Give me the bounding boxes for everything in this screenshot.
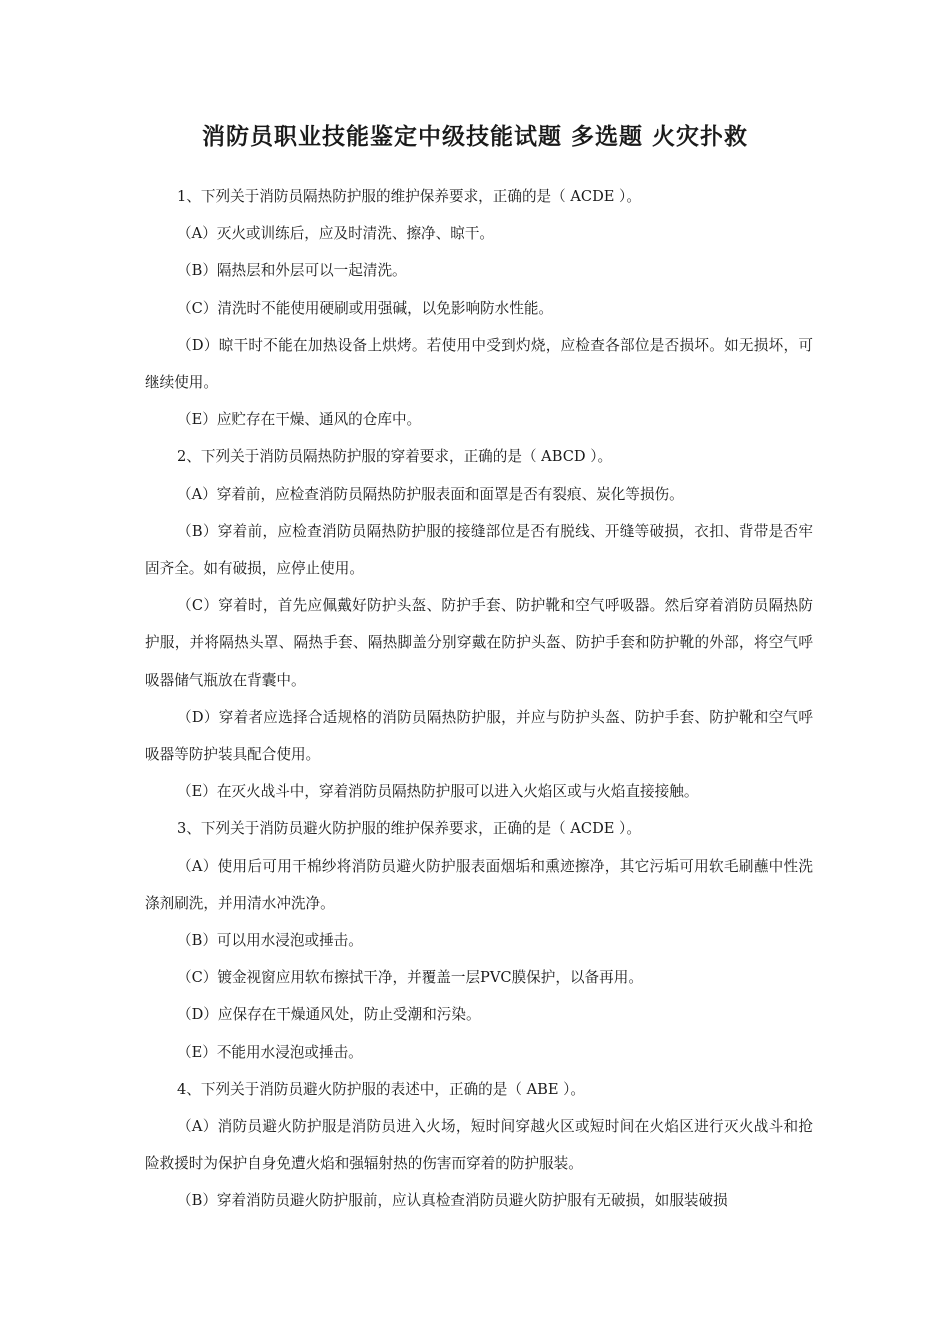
question-2-option-d: （D）穿着者应选择合适规格的消防员隔热防护服，并应与防护头盔、防护手套、防护靴和空气呼吸器等防护装具配合使用。 [145,708,813,764]
question-1-option-d: （D）晾干时不能在加热设备上烘烤。若使用中受到灼烧，应检查各部位是否损坏。如无损坏，可继续使用。 [145,336,813,392]
document-body [145,178,813,1220]
question-1-stem: 1、下列关于消防员隔热防护服的维护保养要求，正确的是（ ACDE ）。 [177,188,641,205]
question-2-option-c: （C）穿着时，首先应佩戴好防护头盔、防护手套、防护靴和空气呼吸器。然后穿着消防员隔热防护服，并将隔热头罩、隔热手套、隔热脚盖分别穿戴在防护头盔、防护手套和防护靴的外部，将空气呼吸器储气瓶放在背囊中。 [145,597,813,689]
question-3-option-d: （D）应保存在干燥通风处，防止受潮和污染。 [177,1006,481,1024]
question-3-option-b: （B）可以用水浸泡或捶击。 [177,932,363,950]
question-1-option-b: （B）隔热层和外层可以一起清洗。 [177,262,407,280]
question-2-option-e: （E）在灭火战斗中，穿着消防员隔热防护服可以进入火焰区或与火焰直接接触。 [177,783,699,801]
page-title: 消防员职业技能鉴定中级技能试题 多选题 火灾扑救 [201,124,748,150]
question-1-option-e: （E）应贮存在干燥、通风的仓库中。 [177,411,422,429]
question-4-option-b: （B）穿着消防员避火防护服前，应认真检查消防员避火防护服有无破损，如服装破损 [177,1192,728,1210]
question-1-option-c: （C）清洗时不能使用硬刷或用强碱，以免影响防水性能。 [177,299,554,317]
question-3-option-e: （E）不能用水浸泡或捶击。 [177,1043,363,1061]
question-3-option-c: （C）镀金视窗应用软布擦拭干净，并覆盖一层PVC膜保护，以备再用。 [177,969,643,987]
question-4-option-a: （A）消防员避火防护服是消防员进入火场，短时间穿越火区或短时间在火焰区进行灭火战斗和抢险救援时为保护自身免遭火焰和强辐射热的伤害而穿着的防护服装。 [145,1118,813,1173]
question-1-option-a: （A）灭火或训练后，应及时清洗、擦净、晾干。 [177,225,495,243]
question-2-option-a: （A）穿着前，应检查消防员隔热防护服表面和面罩是否有裂痕、炭化等损伤。 [177,485,684,503]
question-2-stem: 2、下列关于消防员隔热防护服的穿着要求，正确的是（ ABCD ）。 [177,448,613,466]
question-2-option-b: （B）穿着前，应检查消防员隔热防护服的接缝部位是否有脱线、开缝等破损，衣扣、背带是否牢固齐全。如有破损，应停止使用。 [145,522,813,578]
question-4-stem: 4、下列关于消防员避火防护服的表述中，正确的是（ ABE ）。 [177,1080,586,1098]
question-3-stem: 3、下列关于消防员避火防护服的维护保养要求，正确的是（ ACDE ）。 [177,820,641,838]
question-3-option-a: （A）使用后可用干棉纱将消防员避火防护服表面烟垢和熏迹擦净，其它污垢可用软毛刷蘸中性洗涤剂刷洗，并用清水冲洗净。 [145,857,813,912]
